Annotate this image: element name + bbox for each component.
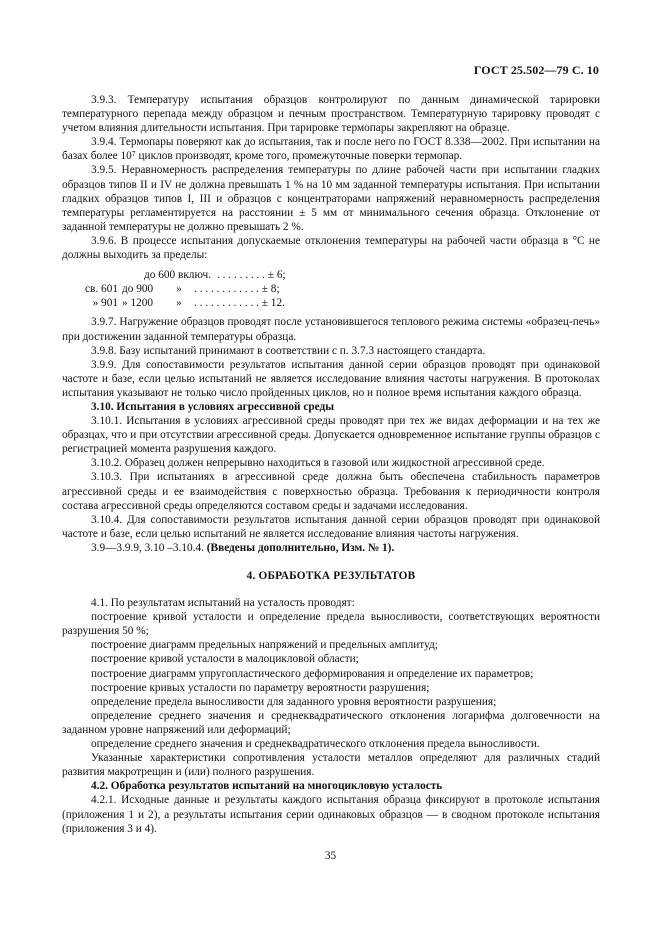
paragraph-3-9-7: 3.9.7. Нагружение образцов проводят после установившегося теплового режима системы «образец-печь» при достижении заданной температуры образца. [62,316,600,343]
paragraph-3-9-3: 3.9.3. Температуру испытания образцов контролируют по данным динамической тарировки температурного перепада между образцом и печным пространством. Температурную тарировку проводят с учетом влияния длительности испытания. При тарировке термопары закрепляют на образце. [62,94,600,135]
paragraph-3-10-3: 3.10.3. При испытаниях в агрессивной среде должна быть обеспечена стабильность параметров агрессивной среды и ее взаимодействия с поверхностью образца. Требования к периодичности контроля состава агрессивной среды определяются составом среды и задачами исследования. [62,471,600,512]
tolerance-to: до 600 включ. [144,269,211,282]
list-item: определение среднего значения и среднеквадратического отклонения предела выносливости. [91,738,540,751]
paragraph-4-2-1: 4.2.1. Исходные данные и результаты каждого испытания образца фиксируют в протоколе испытания (приложения 1 и 2), а результаты испытания серии одинаковых образцов — в сводном протоколе испытания (приложения 3 и 4). [62,794,600,835]
paragraph-3-10-4: 3.10.4. Для сопоставимости результатов испытания данной серии образцов проводят при одинаковой частоте и базе, если целью испытаний не является исследование влияния частоты нагружения. [62,513,600,540]
paragraph-3-9-8: 3.9.8. Базу испытаний принимают в соответствии с п. 3.7.3 настоящего стандарта. [91,344,486,357]
temperature-tolerance-list [62,268,600,310]
tolerance-value: . . . . . . . . . . . . ± 12. [194,297,285,310]
tolerance-ditto: » [176,297,182,310]
list-item: построение диаграмм предельных напряжений и предельных амплитуд; [91,639,438,652]
tolerance-to: » 1200 [122,297,154,310]
page-number: 35 [324,850,337,862]
tolerance-row [62,282,600,296]
running-header: ГОСТ 25.502—79 С. 10 [473,63,599,77]
tolerance-row [62,296,600,310]
amendment-text: (Введены дополнительно, Изм. № 1). [206,541,395,554]
paragraph-3-9-4: 3.9.4. Термопары поверяют как до испытания, так и после него по ГОСТ 8.338—2002. При испытании на базах более 10⁷ циклов производят, кроме того, промежуточные поверки термопар. [62,136,600,163]
amendment-range: 3.9—3.9.9, 3.10 –3.10.4. [91,541,207,554]
list-item: построение диаграмм упругопластического деформирования и определение их параметров; [91,667,534,680]
paragraph-4-1: 4.1. По результатам испытаний на усталость проводят: [91,597,355,610]
list-item: построение кривых усталости по параметру вероятности разрушения; [91,681,430,694]
list-item: построение кривой усталости в малоцикловой области; [91,653,359,666]
document-body [62,93,600,836]
tolerance-from: » 901 [92,297,118,310]
list-item: построение кривой усталости и определение предела выносливости, соответствующих вероятности разрушения 50 %; [62,611,600,638]
paragraph-3-9-9: 3.9.9. Для сопоставимости результатов испытания данной серии образцов проводят при одинаковой частоте и базе, если целью испытаний не является исследование влияния частоты нагружения. В протоколах испытания указывают не только число пройденных циклов, но и полное время испытания каждого образца. [62,358,600,399]
section-4-2-title: 4.2. Обработка результатов испытаний на многоцикловую усталость [91,780,443,793]
tolerance-value: . . . . . . . . . . . . ± 8; [194,283,280,296]
section-3-10-title: 3.10. Испытания в условиях агрессивной среды [91,400,335,413]
tolerance-from [62,268,118,282]
amendment-note [62,541,600,555]
list-item: определение среднего значения и среднеквадратического отклонения логарифма долговечности на заданном уровне напряжений или деформаций; [62,709,600,736]
paragraph-3-9-5: 3.9.5. Неравномерность распределения температуры по длине рабочей части при испытании гладких образцов типов II и IV не должна превышать 1 % на 10 мм заданной температуры испытания. При испытании гладких образцов типов I, III и образцов с концентраторами напряжений неравномерность распределения температуры регламентируется на расстоянии ± 5 мм от минимального сечения образца. Отклонение от заданной температуры не должно превышать 2 %. [62,164,600,233]
tolerance-from: св. 601 [85,283,118,296]
tolerance-value: . . . . . . . . . ± 6; [216,269,286,282]
tolerance-ditto: » [176,283,182,296]
paragraph-4-1-after: Указанные характеристики сопротивления усталости металлов определяют для различных стадий развития макротрещин и (или) полного разрушения. [62,752,600,779]
paragraph-3-9-6: 3.9.6. В процессе испытания допускаемые отклонения температуры на рабочей части образца в °С не должны выходить за пределы: [62,234,600,262]
paragraph-3-10-1: 3.10.1. Испытания в условиях агрессивной среды проводят при тех же видах деформации и на тех же образцах, что и при отсутствии агрессивной среды. Допускается одновременное испытание группы образцов с регистрацией момента разрушения каждого. [62,415,600,456]
tolerance-to: до 900 [122,283,154,296]
chapter-4-title: 4. ОБРАБОТКА РЕЗУЛЬТАТОВ [246,570,416,582]
results-list [62,610,600,751]
tolerance-row [62,268,600,282]
list-item: определение предела выносливости для заданного уровня вероятности разрушения; [91,695,497,708]
paragraph-3-10-2: 3.10.2. Образец должен непрерывно находиться в газовой или жидкостной агрессивной среде. [91,457,545,470]
